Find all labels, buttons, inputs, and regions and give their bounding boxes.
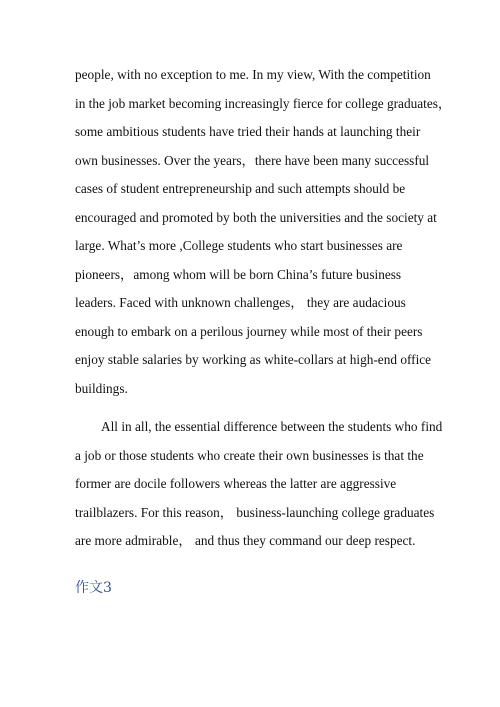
text-line: pioneers，among whom will be born China’s future business — [75, 266, 402, 282]
text-line: encouraged and promoted by both the universities and the society at — [75, 209, 437, 225]
text-line: cases of student entrepreneurship and such attempts should be — [75, 181, 406, 196]
text-line: enough to embark on a perilous journey while most of their peers — [75, 323, 423, 339]
text-line: trailblazers. For this reason， business-launching college graduates — [75, 504, 435, 520]
text-line: buildings. — [75, 380, 128, 396]
text-line: in the job market becoming increasingly fierce for college graduates， — [75, 95, 452, 111]
text-line: former are docile followers whereas the latter are aggressive — [75, 476, 397, 491]
text-line: people, with no exception to me. In my view, With the competition — [75, 67, 431, 82]
text-line: some ambitious students have tried their hands at launching their — [75, 124, 421, 139]
text-line: own businesses. Over the years，there have been many successful — [75, 152, 430, 168]
section-heading: 作文3 — [75, 580, 112, 596]
text-line: enjoy stable salaries by working as white-collars at high-end office — [75, 352, 432, 367]
text-line: a job or those students who create their own businesses is that the — [75, 447, 424, 463]
text-line: are more admirable， and thus they command our deep respect. — [75, 533, 416, 548]
text-line: leaders. Faced with unknown challenges， they are audacious — [75, 295, 406, 310]
text-line: All in all, the essential difference between the students who find — [101, 419, 443, 434]
text-line: large. What’s more ,College students who start businesses are — [75, 238, 403, 253]
